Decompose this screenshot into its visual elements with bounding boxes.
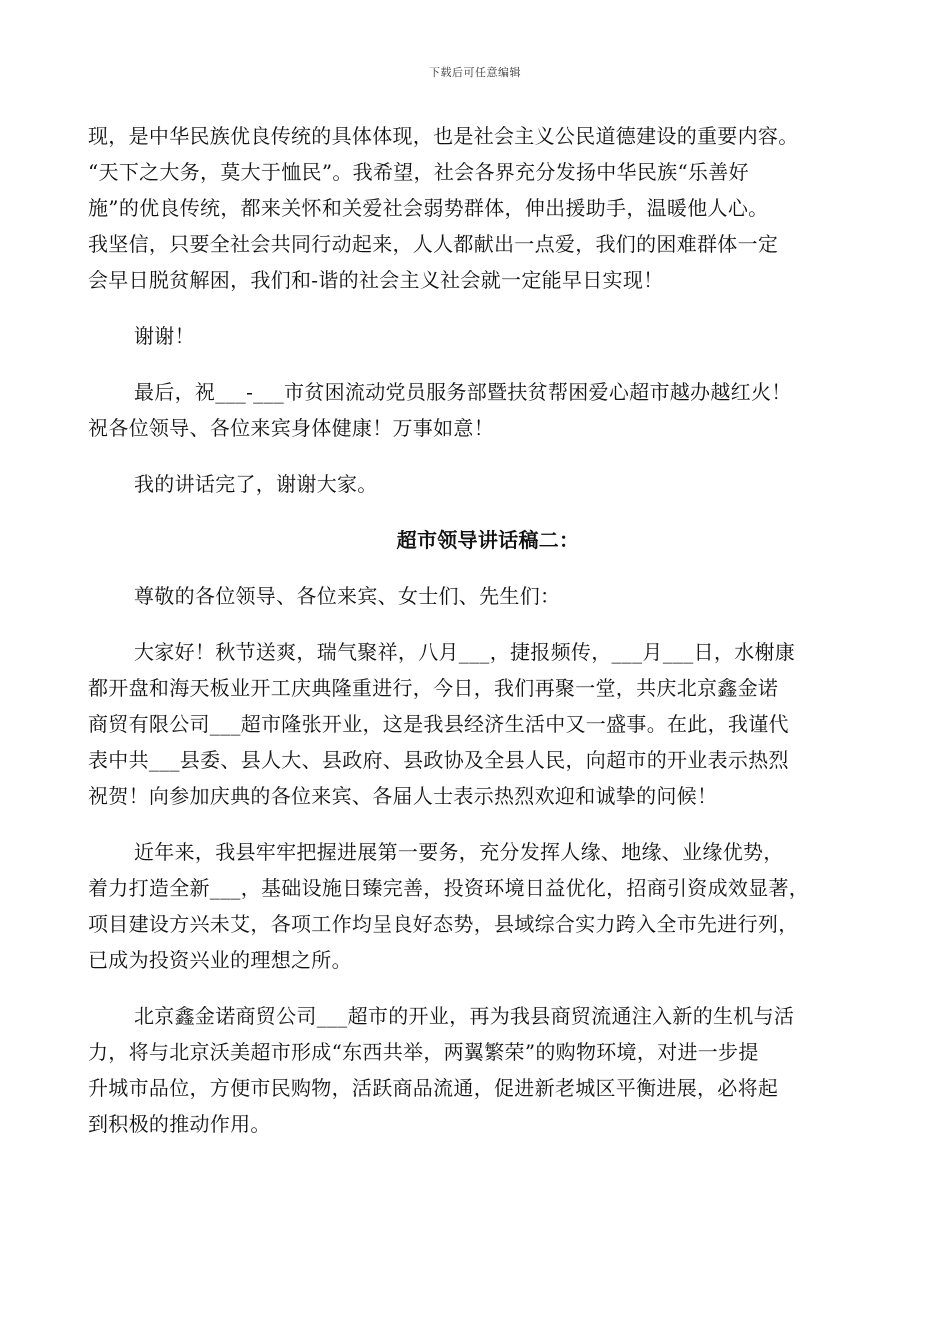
paragraph-line: 最后，祝___-___市贫困流动党员服务部暨扶贫帮困爱心超市越办越红火！ xyxy=(134,380,792,404)
paragraph xyxy=(88,374,868,446)
paragraph-line: “天下之大务，莫大于恤民”。我希望，社会各界充分发扬中华民族“乐善好 xyxy=(88,160,749,184)
paragraph-line: 都开盘和海天板业开工庆典隆重进行，今日，我们再聚一堂，共庆北京鑫金诺 xyxy=(88,676,779,700)
paragraph-line: 商贸有限公司___超市隆张开业，这是我县经济生活中又一盛事。在此，我谨代 xyxy=(88,712,789,736)
paragraph-line: 到积极的推动作用。 xyxy=(88,1112,271,1136)
section-heading xyxy=(88,522,868,558)
paragraph xyxy=(88,834,868,978)
paragraph-line: 项目建设方兴未艾，各项工作均呈良好态势，县域综合实力跨入全市先进行列， xyxy=(88,912,799,936)
paragraph xyxy=(88,578,868,614)
paragraph-line: 升城市品位，方便市民购物，活跃商品流通，促进新老城区平衡进展，必将起 xyxy=(88,1076,779,1100)
paragraph-line: 施”的优良传统，都来关怀和关爱社会弱势群体，伸出援助手，温暖他人心。 xyxy=(88,196,769,220)
paragraph-line: 力，将与北京沃美超市形成“东西共举，两翼繁荣”的购物环境，对进一步提 xyxy=(88,1040,759,1064)
paragraph xyxy=(88,998,868,1142)
document-body xyxy=(88,118,868,1142)
paragraph-line: 北京鑫金诺商贸公司___超市的开业，再为我县商贸流通注入新的生机与活 xyxy=(134,1004,795,1028)
paragraph xyxy=(88,118,868,298)
paragraph-line: 已成为投资兴业的理想之所。 xyxy=(88,948,352,972)
paragraph-line: 谢谢！ xyxy=(134,324,195,348)
paragraph-line: 会早日脱贫解困，我们和-谐的社会主义社会就一定能早日实现！ xyxy=(88,268,664,292)
paragraph-line: 大家好！秋节送爽，瑞气聚祥，八月___，捷报频传，___月___日，水榭康 xyxy=(134,640,796,664)
heading-text: 超市领导讲话稿二： xyxy=(396,528,580,552)
paragraph-line: 着力打造全新___，基础设施日臻完善，投资环境日益优化，招商引资成效显著， xyxy=(88,876,810,900)
paragraph-line: 祝贺！向参加庆典的各位来宾、各届人士表示热烈欢迎和诚挚的问候！ xyxy=(88,784,718,808)
page-header-note: 下载后可任意编辑 xyxy=(429,66,521,79)
paragraph-line: 近年来，我县牢牢把握进展第一要务，充分发挥人缘、地缘、业缘优势， xyxy=(134,840,784,864)
paragraph-line: 尊敬的各位领导、各位来宾、女士们、先生们： xyxy=(134,584,561,608)
paragraph xyxy=(88,318,868,354)
paragraph-line: 祝各位领导、各位来宾身体健康！万事如意！ xyxy=(88,416,494,440)
paragraph-line: 现，是中华民族优良传统的具体体现，也是社会主义公民道德建设的重要内容。 xyxy=(88,124,799,148)
paragraph-line: 我坚信，只要全社会共同行动起来，人人都献出一点爱，我们的困难群体一定 xyxy=(88,232,779,256)
paragraph xyxy=(88,634,868,814)
paragraph-line: 我的讲话完了，谢谢大家。 xyxy=(134,472,378,496)
paragraph-line: 表中共___县委、县人大、县政府、县政协及全县人民，向超市的开业表示热烈 xyxy=(88,748,789,772)
paragraph xyxy=(88,466,868,502)
